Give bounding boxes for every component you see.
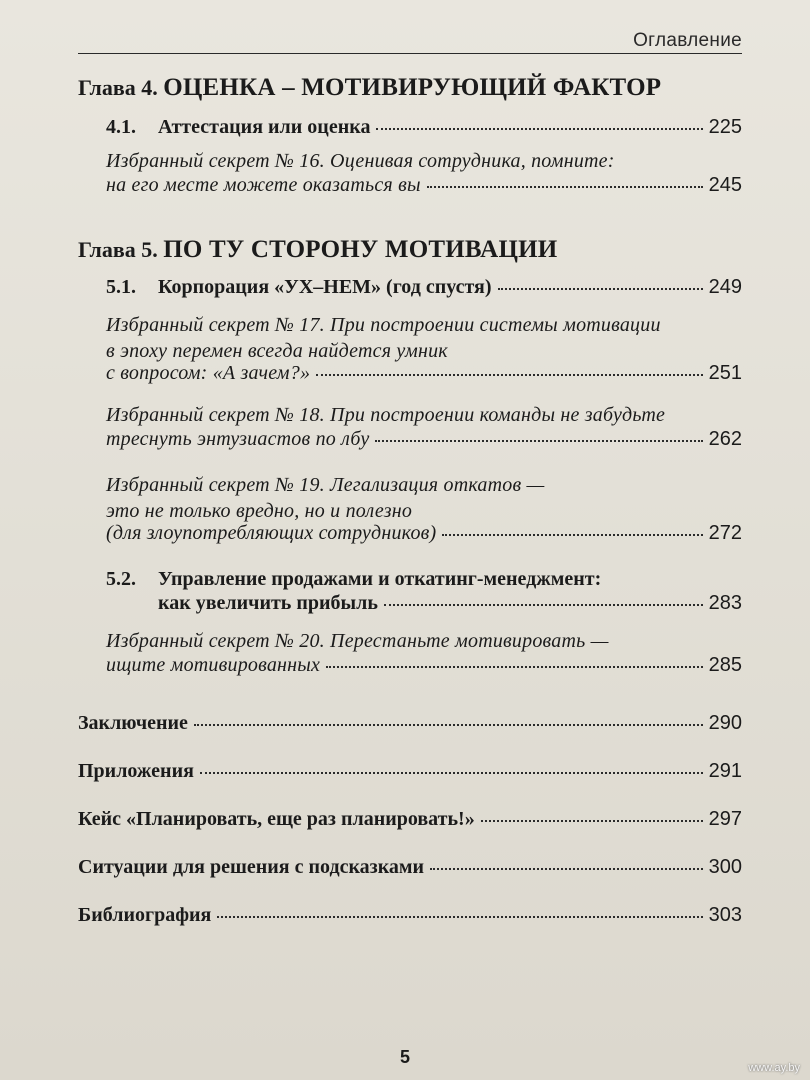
secret-16-line-2: на его месте можете оказаться вы (106, 174, 421, 196)
section-number: 4.1. (106, 116, 136, 138)
section-number: 5.1. (106, 276, 136, 298)
dot-leader (375, 440, 702, 442)
dot-leader (194, 724, 703, 726)
secret-19-line-3: (для злоупотребляющих сотрудников) (106, 522, 437, 544)
page-ref: 272 (708, 522, 742, 544)
toc-entry-case[interactable] (78, 808, 742, 831)
toc-entry-secret-16[interactable] (106, 174, 742, 197)
secret-17-line-3: с вопросом: «А зачем?» (106, 362, 311, 384)
page-number: 5 (399, 1047, 410, 1067)
chapter-5-word: Глава 5. (78, 237, 158, 262)
page-ref: 303 (708, 904, 742, 926)
secret-18-line-2: треснуть энтузиастов по лбу (106, 428, 370, 450)
toc-entry-secret-18[interactable] (106, 428, 742, 451)
toc-entry-secret-20[interactable] (106, 654, 742, 677)
chapter-4-word: Глава 4. (78, 75, 158, 100)
dot-leader (430, 868, 703, 870)
section-title: Аттестация или оценка (158, 116, 371, 138)
header-rule (78, 53, 742, 54)
toc-entry-appendix[interactable] (78, 760, 742, 783)
dot-leader (316, 374, 702, 376)
page-ref: 285 (708, 654, 742, 676)
toc-entry-4-1[interactable] (106, 116, 742, 139)
chapter-5-title: ПО ТУ СТОРОНУ МОТИВАЦИИ (163, 236, 558, 263)
dot-leader (442, 534, 702, 536)
watermark: www.ay.by (748, 1062, 800, 1074)
toc-entry-5-2[interactable] (158, 592, 742, 615)
toc-entry-5-1[interactable] (106, 276, 742, 299)
toc-entry-label (106, 116, 370, 139)
chapter-5-heading (78, 236, 557, 264)
chapter-4-title: ОЦЕНКА – МОТИВИРУЮЩИЙ ФАКТОР (163, 74, 662, 101)
section-5-2-line-2: как увеличить прибыль (158, 592, 378, 614)
secret-17-line-2: в эпоху перемен всегда найдется умник (106, 340, 448, 362)
page-ref: 249 (708, 276, 742, 298)
secret-18-line-1: Избранный секрет № 18. При построении команды не забудьте (106, 404, 666, 426)
section-5-2-line-1 (106, 568, 601, 591)
dot-leader (217, 916, 702, 918)
dot-leader (384, 604, 703, 606)
toc-entry-label: Ситуации для решения с подсказками (78, 856, 425, 878)
dot-leader (427, 186, 703, 188)
chapter-4-heading (78, 74, 661, 102)
dot-leader (376, 128, 702, 130)
toc-entry-label: Приложения (78, 760, 194, 782)
secret-19-line-2: это не только вредно, но и полезно (106, 500, 413, 522)
dot-leader (326, 666, 703, 668)
page-ref: 251 (708, 362, 742, 384)
toc-entry-bibliography[interactable] (78, 904, 742, 927)
page-ref: 291 (708, 760, 742, 782)
section-number: 5.2. (106, 568, 136, 590)
secret-20-line-2: ищите мотивированных (106, 654, 321, 676)
toc-entry-label (106, 276, 492, 299)
running-head: Оглавление (633, 30, 742, 51)
toc-entry-secret-17[interactable] (106, 362, 742, 385)
page-ref: 283 (708, 592, 742, 614)
secret-19-line-1: Избранный секрет № 19. Легализация откатов — (106, 474, 545, 496)
toc-entry-label: Кейс «Планировать, еще раз планировать!» (78, 808, 475, 830)
secret-16-line-1: Избранный секрет № 16. Оценивая сотрудника, помните: (106, 150, 615, 172)
dot-leader (200, 772, 703, 774)
page-ref: 297 (708, 808, 742, 830)
section-title: Управление продажами и откатинг-менеджмент: (158, 568, 602, 590)
toc-entry-conclusion[interactable] (78, 712, 742, 735)
page-ref: 262 (708, 428, 742, 450)
toc-entry-secret-19[interactable] (106, 522, 742, 545)
dot-leader (498, 288, 703, 290)
toc-entry-label: Заключение (78, 712, 188, 734)
dot-leader (481, 820, 703, 822)
page-ref: 290 (708, 712, 742, 734)
section-title: Корпорация «УХ–НЕМ» (год спустя) (158, 276, 492, 298)
page-ref: 225 (708, 116, 742, 138)
secret-20-line-1: Избранный секрет № 20. Перестаньте мотивировать — (106, 630, 609, 652)
toc-entry-label: Библиография (78, 904, 212, 926)
page-ref: 245 (708, 174, 742, 196)
page-ref: 300 (708, 856, 742, 878)
toc-entry-situations[interactable] (78, 856, 742, 879)
secret-17-line-1: Избранный секрет № 17. При построении системы мотивации (106, 314, 661, 336)
